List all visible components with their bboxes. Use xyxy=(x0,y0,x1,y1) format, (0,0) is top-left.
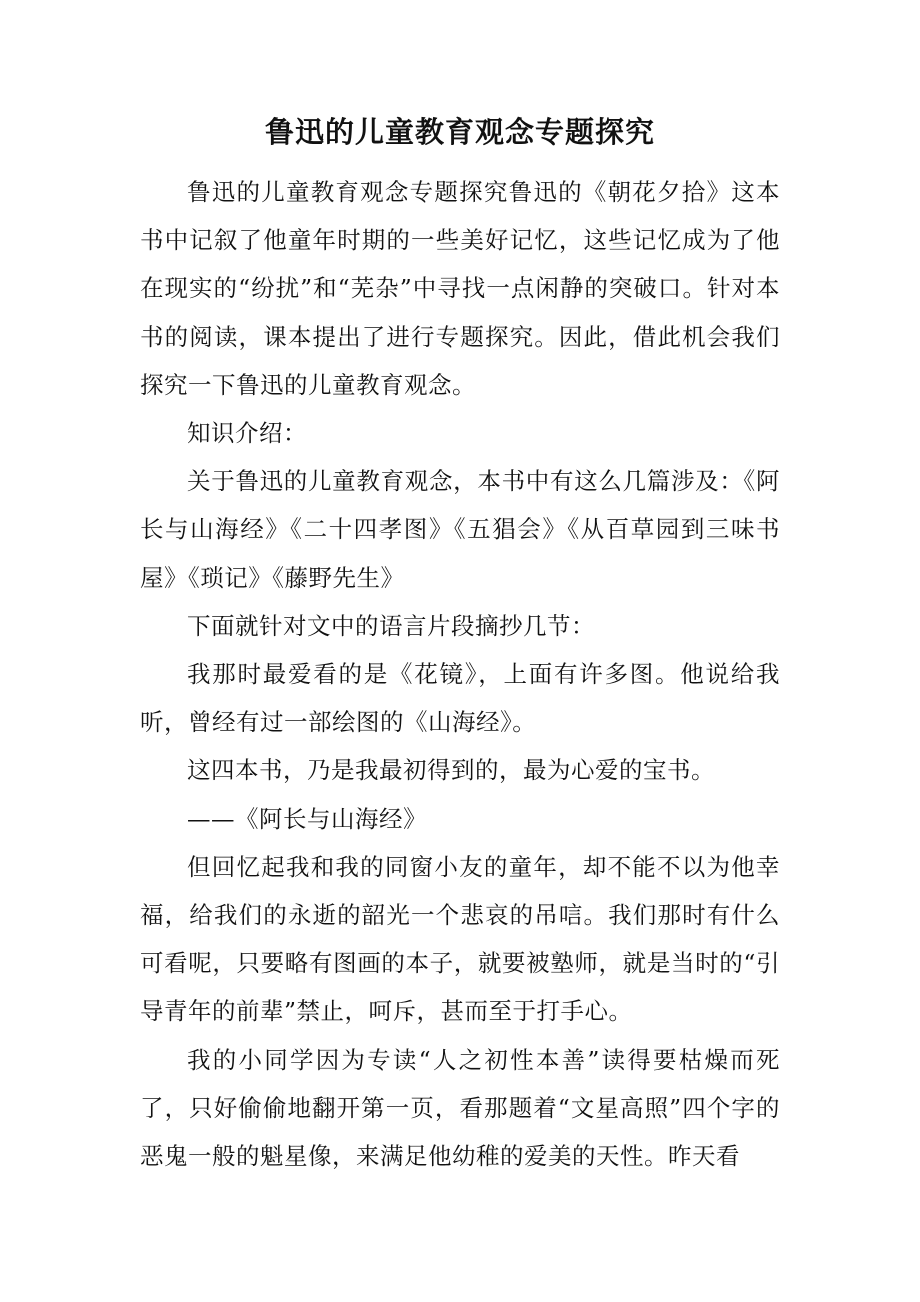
paragraph-knowledge-heading: 知识介绍： xyxy=(187,419,307,448)
document-title: 鲁迅的儿童教育观念专题探究 xyxy=(264,115,655,149)
paragraph-quote-4: 我的小同学因为专读“人之初性本善”读得要枯燥而死了，只好偷偷地翻开第一页，看那题着“文星高照”四个字的恶鬼一般的魁星像，来满足他幼稚的爱美的天性。昨天看 xyxy=(140,1045,780,1171)
paragraph-intro: 鲁迅的儿童教育观念专题探究鲁迅的《朝花夕拾》这本书中记叙了他童年时期的一些美好记忆，这些记忆成为了他在现实的“纷扰”和“芜杂”中寻找一点闲静的突破口。针对本书的阅读，课本提出了进行专题探究。因此，借此机会我们探究一下鲁迅的儿童教育观念。 xyxy=(140,178,780,399)
paragraph-quote-1: 我那时最爱看的是《花镜》，上面有许多图。他说给我听，曾经有过一部绘图的《山海经》。 xyxy=(140,660,780,737)
paragraph-quote-source: ——《阿长与山海经》 xyxy=(187,804,427,833)
paragraph-quote-3: 但回忆起我和我的同窗小友的童年，却不能不以为他幸福，给我们的永逝的韶光一个悲哀的吊唁。我们那时有什么可看呢，只要略有图画的本子，就要被塾师，就是当时的“引导青年的前辈”禁止，呵斥，甚而至于打手心。 xyxy=(140,852,780,1026)
paragraph-related-works: 关于鲁迅的儿童教育观念，本书中有这么几篇涉及：《阿长与山海经》《二十四孝图》《五猖会》《从百草园到三味书屋》《琐记》《藤野先生》 xyxy=(140,467,780,592)
paragraph-quote-2: 这四本书，乃是我最初得到的，最为心爱的宝书。 xyxy=(187,756,715,785)
paragraph-excerpt-intro: 下面就针对文中的语言片段摘抄几节： xyxy=(187,611,595,640)
document-body xyxy=(140,168,780,1180)
